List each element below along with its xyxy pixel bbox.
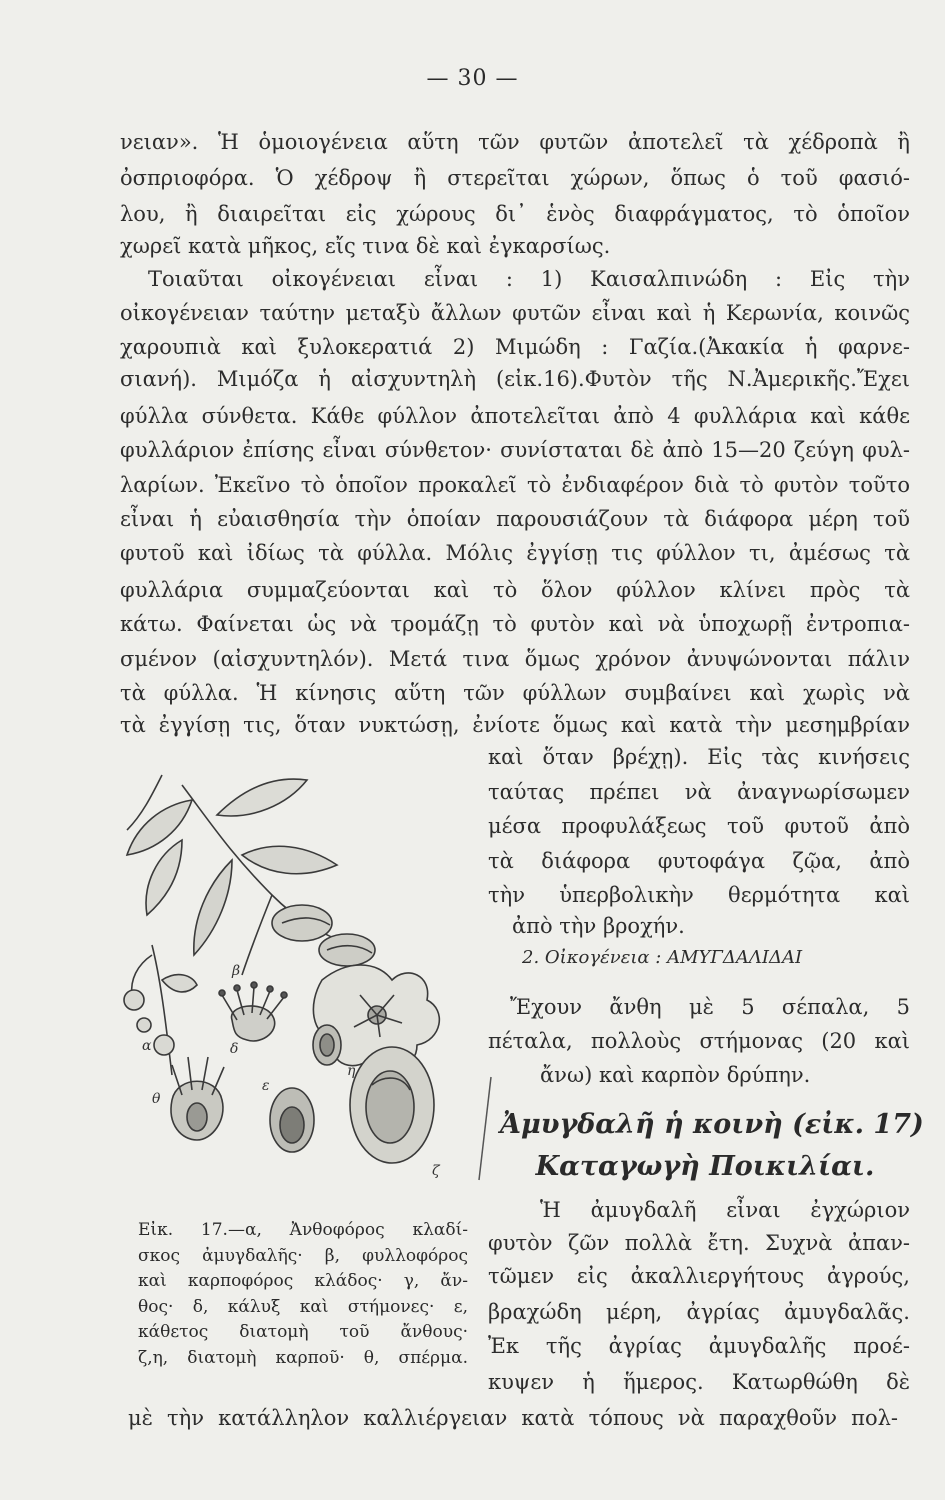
- text-line: σιανή). Μιμόζα ἡ αἰσχυντηλὴ (εἰκ.16).Φυτὸν τῆς Ν.Ἀμερικῆς.Ἔχει: [120, 367, 910, 391]
- text-line: βραχώδη μέρη, ἀγρίας ἀμυγδαλᾶς.: [488, 1300, 910, 1324]
- text-line: νειαν». Ἡ ὁμοιογένεια αὕτη τῶν φυτῶν ἀποτελεῖ τὰ χέδροπὰ ἢ: [120, 130, 910, 154]
- text-line: φυτὸν ζῶν πολλὰ ἔτη. Συχνὰ ἀπαν-: [488, 1231, 910, 1255]
- almond-illustration: [122, 745, 482, 1215]
- page-number: — 30 —: [426, 66, 519, 91]
- figure-label: ζ: [432, 1163, 440, 1179]
- caption-line: ζ,η, διατομὴ καρποῦ· θ, σπέρμα.: [138, 1348, 468, 1368]
- figure-label: θ: [152, 1091, 161, 1107]
- text-line: τῶμεν εἰς ἀκαλλιεργήτους ἀγρούς,: [488, 1264, 910, 1288]
- text-line: Ἔχουν ἄνθη μὲ 5 σέπαλα, 5: [510, 995, 910, 1019]
- text-line: εἶναι ἡ εὐαισθησία τὴν ὁποίαν παρουσιάζουν τὰ διάφορα μέρη τοῦ: [120, 507, 910, 531]
- text-line: φυλλάρια συμμαζεύονται καὶ τὸ ὅλον φύλλον κλίνει πρὸς τὰ: [120, 578, 910, 602]
- text-line: καὶ ὅταν βρέχῃ). Εἰς τὰς κινήσεις: [488, 745, 910, 769]
- text-line: πέταλα, πολλοὺς στήμονας (20 καὶ: [488, 1029, 910, 1053]
- caption-line: σκος ἀμυγδαλῆς· β, φυλλοφόρος: [138, 1246, 468, 1266]
- caption-line: θος· δ, κάλυξ καὶ στήμονες· ε,: [138, 1297, 468, 1317]
- section-title: Ἀμυγδαλῆ ἡ κοινὴ (εἰκ. 17): [500, 1109, 924, 1140]
- text-line: φύλλα σύνθετα. Κάθε φύλλον ἀποτελεῖται ἀπὸ 4 φυλλάρια καὶ κάθε: [120, 404, 910, 428]
- text-line: λου, ἢ διαιρεῖται εἰς χώρους δι᾽ ἑνὸς διαφράγματος, τὸ ὁποῖον: [120, 202, 910, 226]
- text-line: Ἐκ τῆς ἀγρίας ἀμυγδαλῆς προέ-: [488, 1334, 910, 1358]
- text-line: φυτοῦ καὶ ἰδίως τὰ φύλλα. Μόλις ἐγγίσῃ τις φύλλον τι, ἀμέσως τὰ: [120, 541, 910, 565]
- figure-label: β: [232, 963, 241, 979]
- figure-label: α: [142, 1038, 152, 1054]
- text-line: μὲ τὴν κατάλληλον καλλιέργειαν κατὰ τόπους νὰ παραχθοῦν πολ-: [128, 1406, 898, 1430]
- text-line: χαρουπιὰ καὶ ξυλοκερατιά 2) Μιμώδη : Γαζία.(Ἀκακία ἡ φαρνε-: [120, 335, 910, 359]
- section-subtitle: Καταγωγὴ Ποικιλίαι.: [535, 1151, 875, 1182]
- text-line: σμένον (αἰσχυντηλόν). Μετά τινα ὅμως χρόνον ἀνυψώνονται πάλιν: [120, 647, 910, 671]
- family-heading: 2. Οἰκογένεια : ΑΜΥΓΔΑΛΙΔΑΙ: [522, 947, 803, 968]
- caption-line: κάθετος διατομὴ τοῦ ἄνθους·: [138, 1322, 468, 1342]
- text-line: φυλλάριον ἐπίσης εἶναι σύνθετον· συνίσταται δὲ ἀπὸ 15—20 ζεύγη φυλ-: [120, 438, 910, 462]
- text-line: τὰ ἐγγίσῃ τις, ὅταν νυκτώσῃ, ἐνίοτε ὅμως καὶ κατὰ τὴν μεσημβρίαν: [120, 713, 910, 737]
- figure-label: ε: [262, 1078, 270, 1094]
- text-line: ἀπὸ τὴν βροχήν.: [512, 914, 685, 938]
- caption-line: Εἰκ. 17.—α, Ἀνθοφόρος κλαδί-: [138, 1220, 468, 1240]
- text-line: μέσα προφυλάξεως τοῦ φυτοῦ ἀπὸ: [488, 814, 910, 838]
- text-line: χωρεῖ κατὰ μῆκος, εἴς τινα δὲ καὶ ἐγκαρσίως.: [120, 234, 611, 258]
- text-line: Τοιαῦται οἰκογένειαι εἶναι : 1) Καισαλπινώδη : Εἰς τὴν: [148, 267, 910, 291]
- text-line: οἰκογένειαν ταύτην μεταξὺ ἄλλων φυτῶν εἶναι καὶ ἡ Κερωνία, κοινῶς: [120, 301, 910, 325]
- text-line: Ἡ ἀμυγδαλῆ εἶναι ἐγχώριον: [540, 1198, 910, 1222]
- text-line: τὴν ὑπερβολικὴν θερμότητα καὶ: [488, 883, 910, 907]
- text-line: τὰ διάφορα φυτοφάγα ζῷα, ἀπὸ: [488, 849, 910, 873]
- text-line: ἄνω) καὶ καρπὸν δρύπην.: [540, 1063, 811, 1087]
- divider-line: [475, 1075, 495, 1185]
- figure-label: δ: [230, 1041, 239, 1057]
- text-line: κάτω. Φαίνεται ὡς νὰ τρομάζῃ τὸ φυτὸν καὶ νὰ ὑποχωρῇ ἐντροπια-: [120, 612, 910, 636]
- figure-label: η: [347, 1063, 356, 1079]
- text-line: ταύτας πρέπει νὰ ἀναγνωρίσωμεν: [488, 780, 910, 804]
- text-line: λαρίων. Ἐκεῖνο τὸ ὁποῖον προκαλεῖ τὸ ἐνδιαφέρον διὰ τὸ φυτὸν τοῦτο: [120, 473, 910, 497]
- text-line: τὰ φύλλα. Ἡ κίνησις αὕτη τῶν φύλλων συμβαίνει καὶ χωρὶς νὰ: [120, 681, 910, 705]
- text-line: κυψεν ἡ ἥμερος. Κατωρθώθη δὲ: [488, 1370, 910, 1394]
- caption-line: καὶ καρποφόρος κλάδος· γ, ἄν-: [138, 1271, 468, 1291]
- text-line: ὀσπριοφόρα. Ὁ χέδροψ ἢ στερεῖται χώρων, ὅπως ὁ τοῦ φασιό-: [120, 166, 910, 190]
